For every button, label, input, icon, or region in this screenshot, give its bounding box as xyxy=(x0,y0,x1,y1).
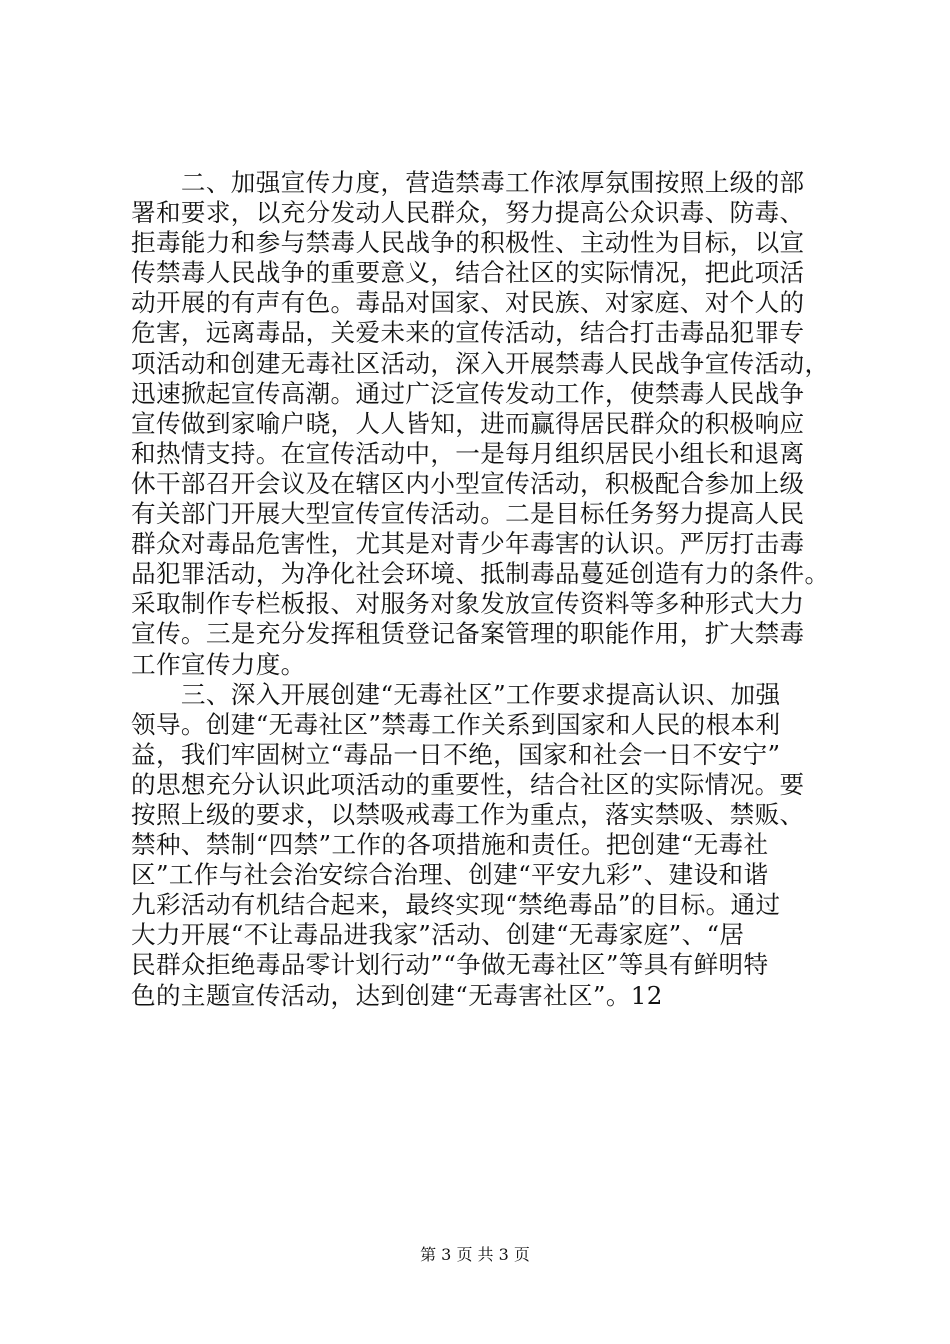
text-line: 项活动和创建无毒社区活动，深入开展禁毒人民战争宣传活动， xyxy=(131,348,830,378)
text-line: 工作宣传力度。 xyxy=(131,649,306,679)
text-line: 的思想充分认识此项活动的重要性，结合社区的实际情况。要 xyxy=(131,769,805,799)
text-line: 大力开展“不让毒品进我家”活动、创建“无毒家庭”、“居 xyxy=(131,920,745,950)
text-line: 色的主题宣传活动，达到创建“无毒害社区”。12 xyxy=(131,980,663,1010)
text-line: 按照上级的要求，以禁吸戒毒工作为重点，落实禁吸、禁贩、 xyxy=(131,799,805,829)
text-line: 拒毒能力和参与禁毒人民战争的积极性、主动性为目标，以宣 xyxy=(131,228,805,258)
text-line: 和热情支持。在宣传活动中，一是每月组织居民小组长和退离 xyxy=(131,438,805,468)
text-line: 二、加强宣传力度，营造禁毒工作浓厚氛围按照上级的部 xyxy=(131,168,805,197)
text-line: 传禁毒人民战争的重要意义，结合社区的实际情况，把此项活 xyxy=(131,258,805,288)
text-line: 有关部门开展大型宣传宣传活动。二是目标任务努力提高人民 xyxy=(131,499,805,529)
text-line: 领导。创建“无毒社区”禁毒工作关系到国家和人民的根本利 xyxy=(131,709,781,739)
text-line: 区”工作与社会治安综合治理、创建“平安九彩”、建设和谐 xyxy=(131,860,769,890)
text-line: 署和要求，以充分发动人民群众，努力提高公众识毒、防毒、 xyxy=(131,198,805,228)
text-line: 休干部召开会议及在辖区内小型宣传活动，积极配合参加上级 xyxy=(131,468,805,498)
text-line: 民群众拒绝毒品零计划行动”“争做无毒社区”等具有鲜明特 xyxy=(131,950,769,980)
text-line: 迅速掀起宣传高潮。通过广泛宣传发动工作，使禁毒人民战争 xyxy=(131,378,805,408)
text-line: 危害，远离毒品，关爱未来的宣传活动，结合打击毒品犯罪专 xyxy=(131,318,805,348)
text-line: 宣传做到家喻户晓，人人皆知，进而赢得居民群众的积极响应 xyxy=(131,408,805,438)
body-text xyxy=(131,168,831,1011)
page-footer: 第 3 页 共 3 页 xyxy=(420,1245,530,1264)
text-line: 采取制作专栏板报、对服务对象发放宣传资料等多种形式大力 xyxy=(131,589,805,619)
text-line: 动开展的有声有色。毒品对国家、对民族、对家庭、对个人的 xyxy=(131,288,805,318)
text-line: 三、深入开展创建“无毒社区”工作要求提高认识、加强 xyxy=(131,679,781,709)
text-line: 宣传。三是充分发挥租赁登记备案管理的职能作用，扩大禁毒 xyxy=(131,619,805,649)
text-line: 益，我们牢固树立“毒品一日不绝，国家和社会一日不安宁” xyxy=(131,739,781,769)
text-line: 九彩活动有机结合起来，最终实现“禁绝毒品”的目标。通过 xyxy=(131,890,781,920)
text-line: 群众对毒品危害性，尤其是对青少年毒害的认识。严厉打击毒 xyxy=(131,529,805,559)
text-line: 品犯罪活动，为净化社会环境、抵制毒品蔓延创造有力的条件。 xyxy=(131,559,830,589)
text-line: 禁种、禁制“四禁”工作的各项措施和责任。把创建“无毒社 xyxy=(131,830,769,860)
